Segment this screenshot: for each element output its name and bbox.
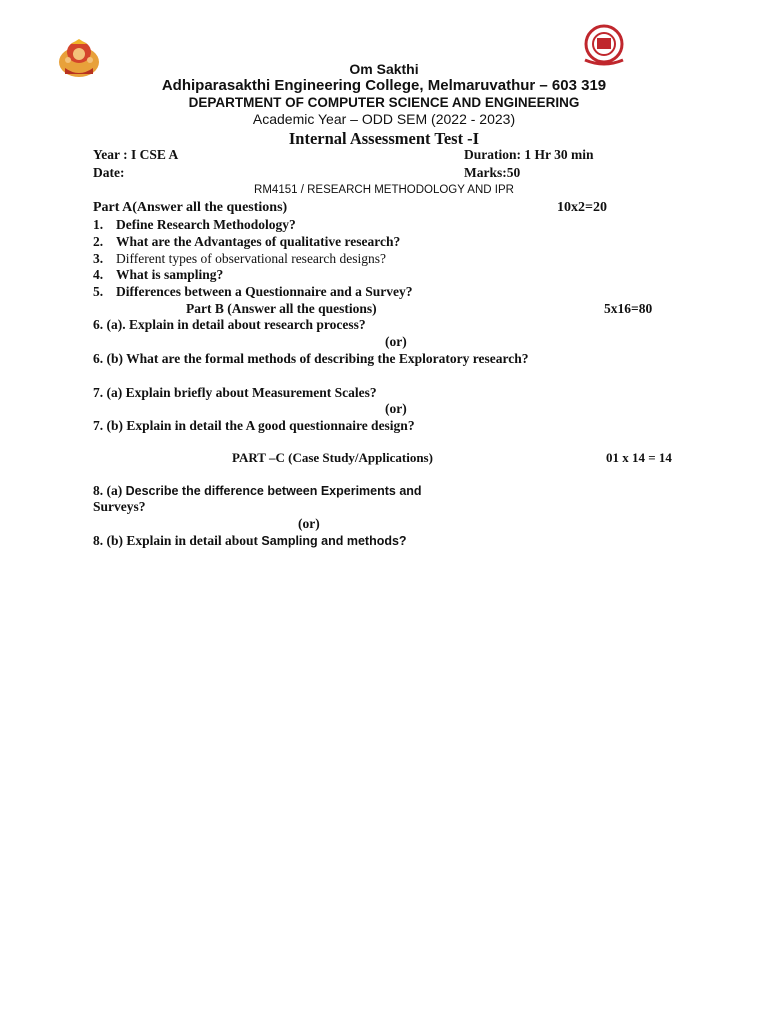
part-a-question-list bbox=[93, 217, 412, 301]
question-7b: 7. (b) Explain in detail the A good questionnaire design? bbox=[93, 418, 415, 433]
question-6a: 6. (a). Explain in detail about research process? bbox=[93, 317, 366, 332]
list-item: 3. Different types of observational research designs? bbox=[93, 250, 387, 266]
list-item: 4. What is sampling? bbox=[93, 267, 224, 283]
college-seal-icon bbox=[581, 24, 627, 66]
question-8b: 8. (b) Explain in detail about Sampling and methods? bbox=[93, 533, 407, 548]
test-title: Internal Assessment Test -I bbox=[288, 129, 480, 148]
list-item: 2. What are the Advantages of qualitative research? bbox=[93, 233, 401, 249]
part-c-marks: 01 x 14 = 14 bbox=[606, 450, 672, 465]
part-a-heading: Part A(Answer all the questions) bbox=[93, 200, 288, 215]
part-c-heading: PART –C (Case Study/Applications) bbox=[232, 450, 433, 465]
or-separator: (or) bbox=[385, 334, 407, 349]
list-item: 1. Define Research Methodology? bbox=[93, 217, 296, 232]
part-b-heading: Part B (Answer all the questions) bbox=[186, 301, 377, 316]
part-b-marks: 5x16=80 bbox=[604, 301, 653, 316]
date-label: Date: bbox=[93, 165, 125, 180]
question-8a: 8. (a) Describe the difference between Experiments and bbox=[93, 483, 422, 498]
question-8a-continued: Surveys? bbox=[93, 499, 146, 514]
or-separator: (or) bbox=[385, 401, 407, 416]
duration: Duration: 1 Hr 30 min bbox=[464, 147, 594, 162]
question-7a: 7. (a) Explain briefly about Measurement Scales? bbox=[93, 385, 377, 400]
year-class: Year : I CSE A bbox=[93, 147, 179, 162]
marks-total: Marks:50 bbox=[464, 165, 521, 180]
list-item: 5. Differences between a Questionnaire and a Survey? bbox=[93, 284, 413, 300]
header-om-sakthi: Om Sakthi bbox=[349, 61, 419, 77]
academic-year: Academic Year – ODD SEM (2022 - 2023) bbox=[252, 111, 516, 127]
department-name: DEPARTMENT OF COMPUTER SCIENCE AND ENGINEERING bbox=[188, 95, 580, 110]
college-name: Adhiparasakthi Engineering College, Melmaruvathur – 603 319 bbox=[161, 77, 607, 94]
or-separator: (or) bbox=[298, 516, 320, 531]
question-6b: 6. (b) What are the formal methods of describing the Exploratory research? bbox=[93, 351, 529, 366]
course-code: RM4151 / RESEARCH METHODOLOGY AND IPR bbox=[254, 184, 514, 196]
part-a-marks: 10x2=20 bbox=[557, 200, 607, 215]
